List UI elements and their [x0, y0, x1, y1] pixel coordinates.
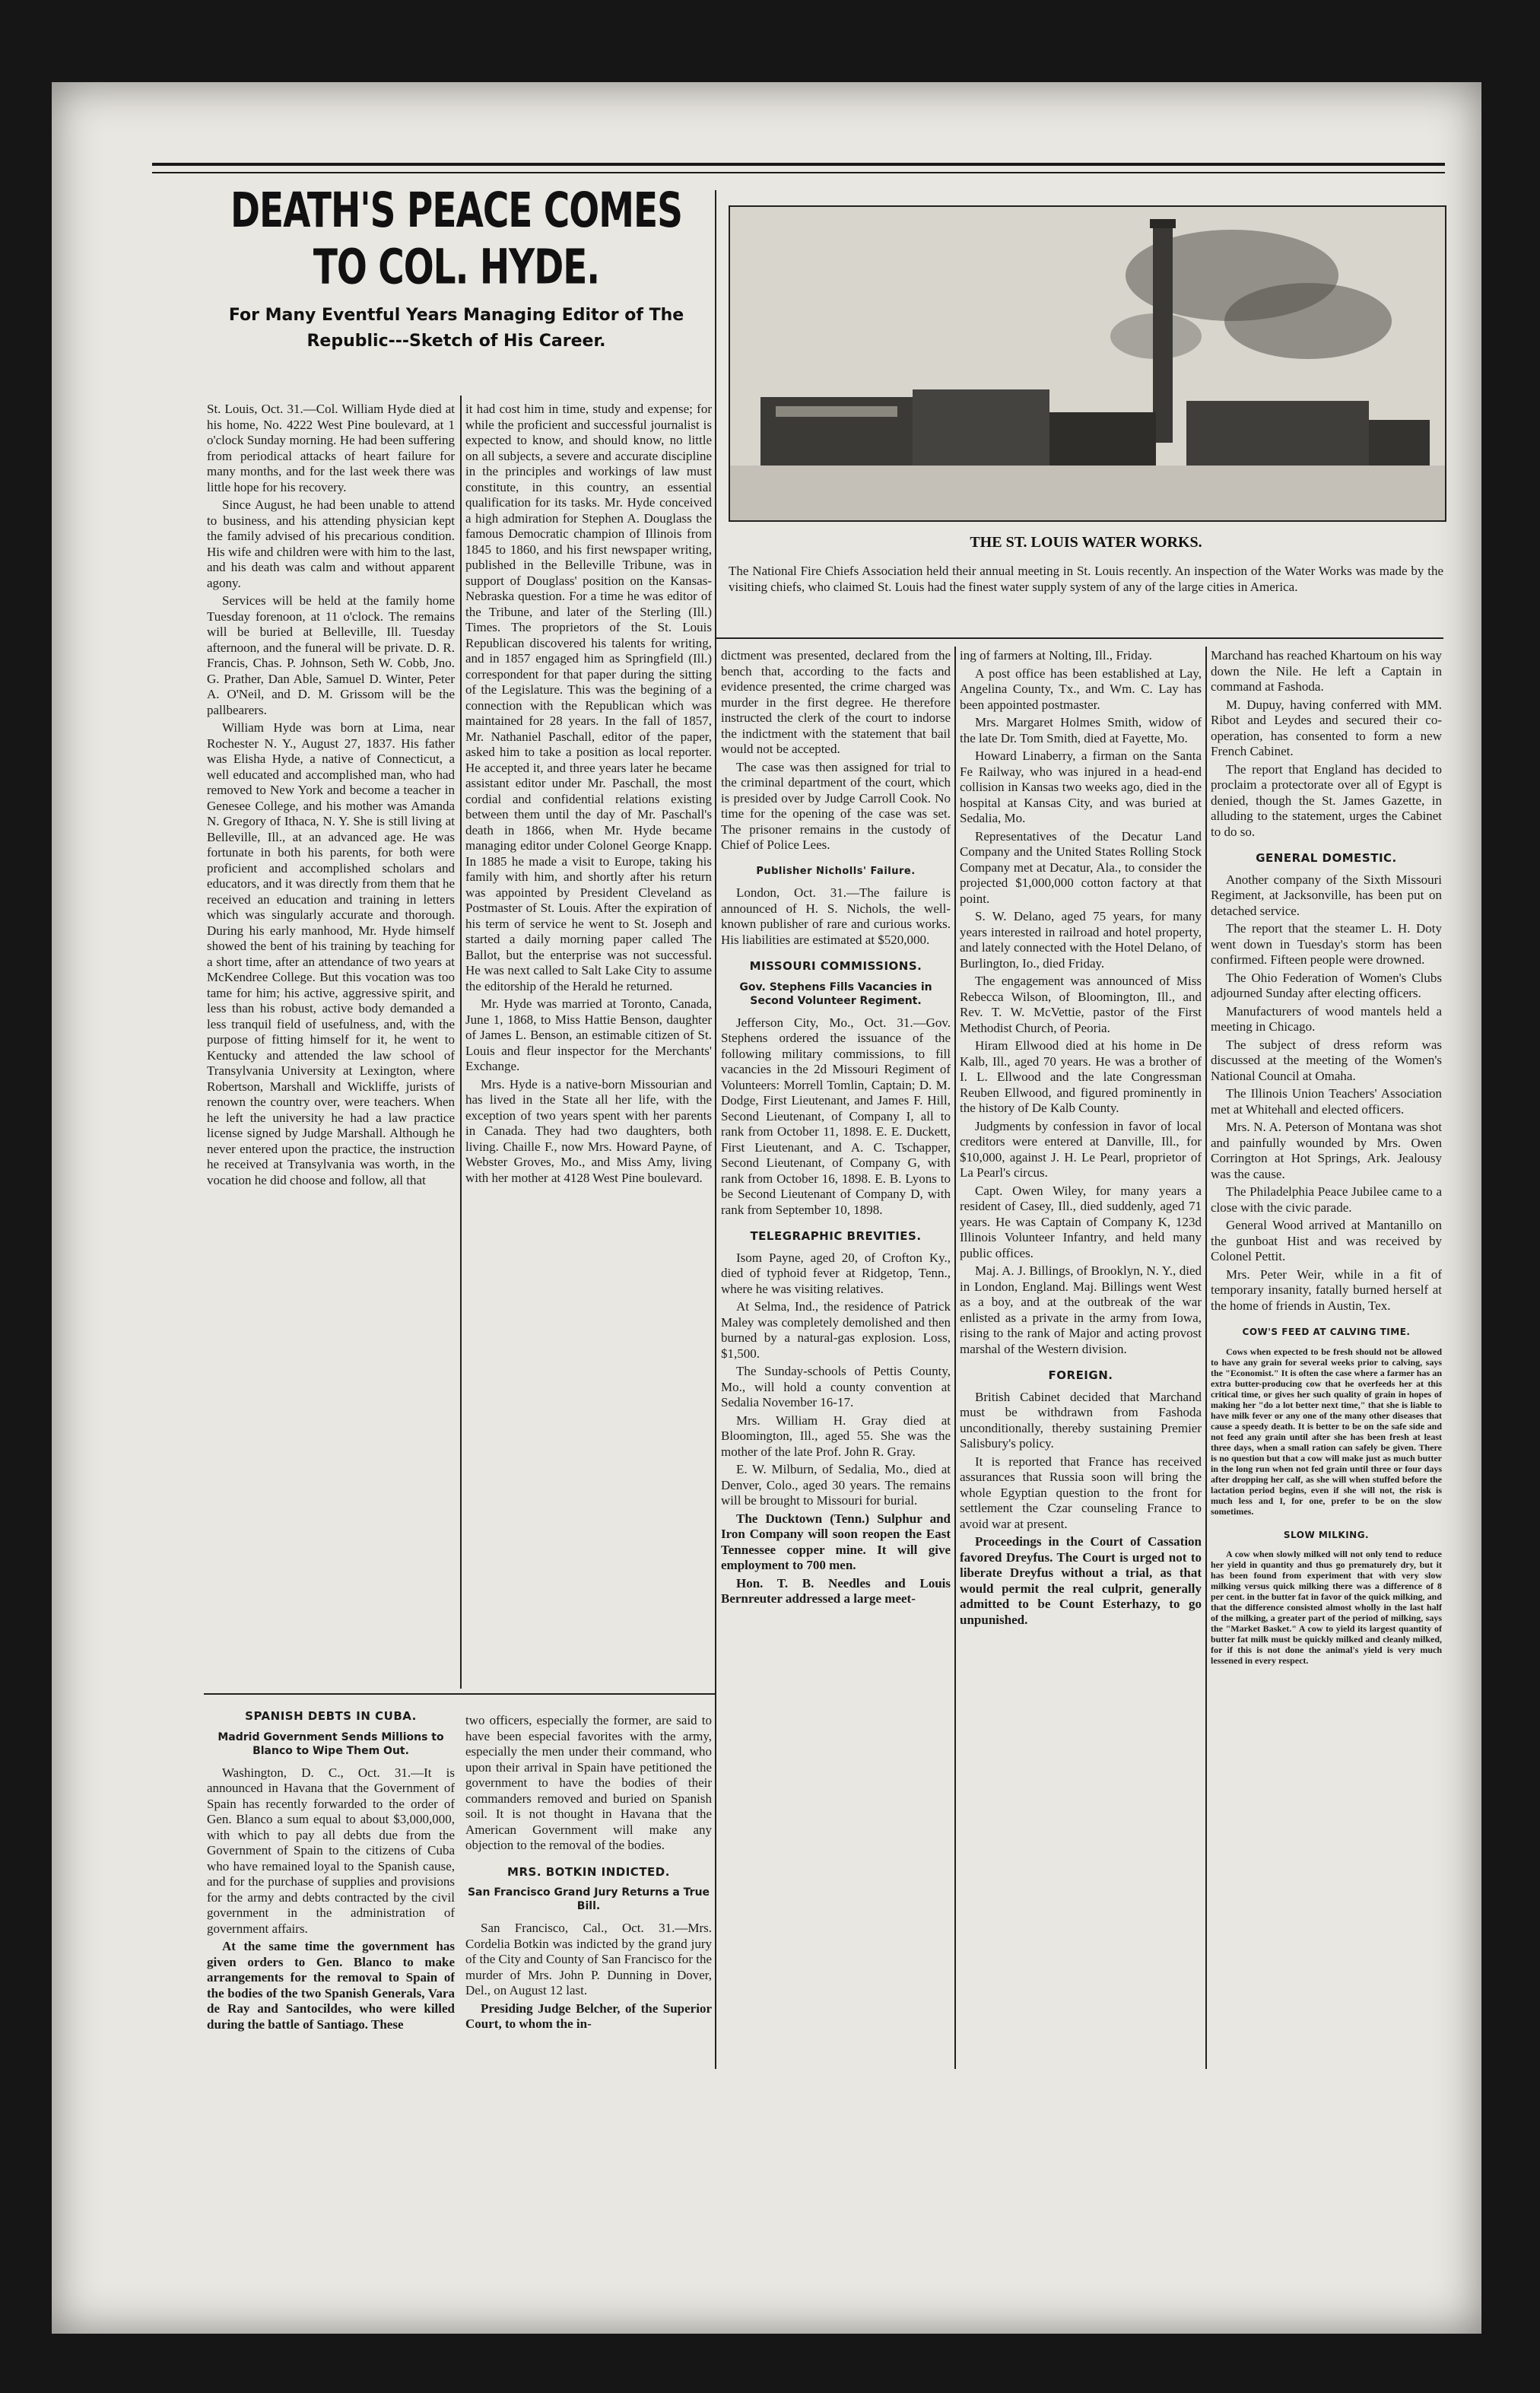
- section-title: SPANISH DEBTS IN CUBA.: [245, 1709, 417, 1723]
- section-title: Publisher Nicholls' Failure.: [756, 865, 916, 877]
- article-paragraph: Proceedings in the Court of Cassation favored Dreyfus. The Court is urged not to liberate Dreyfus without a trial, as that would permit the real culprit, generally admitted to be Count Esterhazy, to go unpunished.: [960, 1534, 1202, 1627]
- subhead: For Many Eventful Years Managing Editor of The Republic---Sketch of His Career.: [228, 306, 684, 351]
- article-paragraph: ing of farmers at Nolting, Ill., Friday.: [960, 648, 1152, 663]
- top-rule: [152, 163, 1445, 166]
- section-title: FOREIGN.: [1048, 1368, 1113, 1382]
- article-paragraph: Capt. Owen Wiley, for many years a resident of Casey, Ill., died suddenly, aged 71 years. He was Captain of Company K, 123d Illinois Volunteer Infantry, and held many public offices.: [960, 1183, 1202, 1260]
- article-paragraph: London, Oct. 31.—The failure is announced of H. S. Nichols, the well-known publisher of rare and curious works. His liabilities are estimated at $520,000.: [721, 885, 951, 947]
- section-title: GENERAL DOMESTIC.: [1256, 851, 1397, 865]
- column-rule: [1205, 647, 1207, 2069]
- article-paragraph: British Cabinet decided that Marchand must be withdrawn from Fashoda unconditionally, thereby sustaining Premier Salisbury's policy.: [960, 1389, 1202, 1451]
- section-title: COW'S FEED AT CALVING TIME.: [1242, 1327, 1411, 1337]
- article-paragraph: The report that England has decided to proclaim a protectorate over all of Egypt is denied, though the St. James Gazette, in alluding to the statement, urges the Cabinet to do so.: [1211, 761, 1442, 839]
- article-paragraph: The case was then assigned for trial to the criminal department of the court, which is presided over by Judge Carroll Cook. No time for the opening of the case was set. The prisoner remains in the custody of Chief of Police Lees.: [721, 759, 951, 852]
- column-rule: [460, 396, 462, 1689]
- article-paragraph: Cows when expected to be fresh should not be allowed to have any grain for several weeks prior to calving, says the "Economist." It is often the case where a farmer has an extra butter-producing cow that he overfeeds her at this critical time, or gives her such quality of grain in hopes of making her "do a lot better next time," that she is liable to have milk fever or any one of the many other diseases that cause a speedy death. It is better to be on the safe side and not feed any grain until after she has been fresh at least three days, when a small ration can safely be given. There is no question but that a cow will make just as much butter in the long run when not fed grain until three or four days after dropping her calf, as she will when stuffed before the lactation period begins, even if she will not, the risk is much less and I, for one, prefer to be on the slow sometimes.: [1211, 1346, 1442, 1517]
- article-paragraph: St. Louis, Oct. 31.—Col. William Hyde died at his home, No. 4222 West Pine boulevard, at 1 o'clock Sunday morning. He had been suffering from periodical attacks of heart failure for many months, and for the last week there was little hope for his recovery.: [207, 402, 455, 494]
- article-paragraph: The engagement was announced of Miss Rebecca Wilson, of Bloomington, Ill., and Rev. T. W. McVettie, pastor of the First Methodist Church, of Peoria.: [960, 974, 1202, 1035]
- column-rule: [715, 190, 716, 2069]
- article-paragraph: Another company of the Sixth Missouri Regiment, at Jacksonville, has been put on detached service.: [1211, 872, 1442, 918]
- article-paragraph: Mrs. William H. Gray died at Bloomington, Ill., aged 55. She was the mother of the late Prof. John R. Gray.: [721, 1413, 951, 1459]
- article-paragraph: dictment was presented, declared from the bench that, according to the facts and evidence presented, the crime charged was murder in the first degree. He therefore instructed the clerk of the court to indorse the indictment with the statement that bail would not be accepted.: [721, 648, 951, 756]
- hyde-column-2: [465, 402, 712, 1689]
- article-paragraph: The Sunday-schools of Pettis County, Mo., will hold a county convention at Sedalia November 16-17.: [721, 1364, 951, 1409]
- article-paragraph: Mrs. Margaret Holmes Smith, widow of the late Dr. Tom Smith, died at Fayette, Mo.: [960, 715, 1202, 745]
- article-paragraph: Services will be held at the family home Tuesday forenoon, at 11 o'clock. The remains will be buried at Belleville, Ill. Tuesday afternoon, and the funeral will be private. D. R. Francis, Chas. P. Johnson, Seth W. Cobb, Jno. G. Prather, Dan Able, Samuel D. Winter, Peter A. O'Neil, and D. M. Grissom will be the pallbearers.: [207, 593, 455, 717]
- article-paragraph: M. Dupuy, having conferred with MM. Ribot and Leydes and secured their co-operation, has consented to form a new French Cabinet.: [1211, 697, 1442, 758]
- article-paragraph: The Ohio Federation of Women's Clubs adjourned Sunday after electing officers.: [1211, 970, 1442, 1000]
- section-title: MRS. BOTKIN INDICTED.: [507, 1864, 670, 1879]
- article-paragraph: Since August, he had been unable to attend to business, and his attending physician kept the family advised of his precarious condition. His wife and children were with him to the last, and his death was calm and without apparent agony.: [207, 497, 455, 590]
- headline: DEATH'S PEACE COMES TO COL. HYDE.: [230, 183, 682, 296]
- top-rule-thin: [152, 172, 1445, 173]
- article-paragraph: Hiram Ellwood died at his home in De Kalb, Ill., aged 70 years. He was a brother of I. L. Ellwood and the late Congressman Reuben Ellwood, and figured prominently in the history of De Kalb County.: [960, 1038, 1202, 1115]
- hyde-column-1: [207, 402, 455, 1689]
- water-works-illustration: [730, 207, 1445, 520]
- column-rule: [954, 647, 956, 2069]
- photo-description: The National Fire Chiefs Association held their annual meeting in St. Louis recently. An inspection of the Water Works was made by the visiting chiefs, who claimed St. Louis had the finest water supply system of any of the large cities in America.: [729, 564, 1443, 594]
- article-paragraph: S. W. Delano, aged 75 years, for many years interested in railroad and hotel property, and lately connected with the Hotel Delano, of Burlington, Io., died Friday.: [960, 909, 1202, 971]
- article-paragraph: two officers, especially the former, are said to have been especial favorites with the army, especially the men under their command, who upon their arrival in Spain have petitioned the government to have the bodies of their commanders removed and buried on Spanish soil. It is not thought in Havana that the American Government will make any objection to the removal of the bodies.: [465, 1713, 712, 1852]
- article-paragraph: Presiding Judge Belcher, of the Superior Court, to whom the in-: [465, 2001, 712, 2031]
- article-paragraph: The Ducktown (Tenn.) Sulphur and Iron Company will soon reopen the East Tennessee copper mine. It will give employment to 700 men.: [721, 1511, 951, 1572]
- article-paragraph: At the same time the government has given orders to Gen. Blanco to make arrangements for the removal to Spain of the bodies of the two Spanish Generals, Vara de Ray and Santocildes, who were killed during the battle of Santiago. These: [207, 1939, 455, 2032]
- article-paragraph: At Selma, Ind., the residence of Patrick Maley was completely demolished and then burned by a natural-gas explosion. Loss, $1,500.: [721, 1299, 951, 1361]
- article-paragraph: E. W. Milburn, of Sedalia, Mo., died at Denver, Colo., aged 30 years. The remains will be brought to Missouri for burial.: [721, 1462, 951, 1508]
- article-paragraph: The subject of dress reform was discussed at the meeting of the Women's National Council at Omaha.: [1211, 1037, 1442, 1083]
- news-column-5: [1211, 648, 1442, 2162]
- article-paragraph: Judgments by confession in favor of local creditors were entered at Danville, Ill., for $10,000, against J. H. Le Pearl, proprietor of La Pearl's circus.: [960, 1118, 1202, 1180]
- article-paragraph: Jefferson City, Mo., Oct. 31.—Gov. Stephens ordered the issuance of the following military commissions, to fill vacancies in the 2d Missouri Regiment of Volunteers: Morrell Tomlin, Captain; D. M. Dodge, First Lieutenant, and James F. Hill, Second Lieutenant, of Company I, all to rank from October 11, 1898. E. E. Duckett, First Lieutenant, and A. C. Tschapper, Second Lieutenant, of Company G, with rank from October 16, 1898. E. B. Lyons to be Second Lieutenant of Company D, with rank from September 10, 1898.: [721, 1015, 951, 1217]
- water-works-photo: [729, 205, 1446, 522]
- article-paragraph: Representatives of the Decatur Land Company and the United States Rolling Stock Company met at Decatur, Ala., to consider the projected $1,000,000 cotton factory at that point.: [960, 828, 1202, 906]
- article-paragraph: Mrs. N. A. Peterson of Montana was shot and painfully wounded by Mrs. Owen Corrington at Hot Springs, Ark. Jealousy was the cause.: [1211, 1120, 1442, 1181]
- article-paragraph: General Wood arrived at Mantanillo on the gunboat Hist and was received by Colonel Pettit.: [1211, 1218, 1442, 1263]
- section-subtitle: Madrid Government Sends Millions to Blanco to Wipe Them Out.: [218, 1730, 444, 1757]
- botkin-column: [465, 1713, 712, 2162]
- section-subtitle: Gov. Stephens Fills Vacancies in Second Volunteer Regiment.: [739, 980, 932, 1007]
- article-paragraph: The Illinois Union Teachers' Association met at Whitehall and elected officers.: [1211, 1086, 1442, 1117]
- article-paragraph: Mrs. Peter Weir, while in a fit of temporary insanity, fatally burned herself at the home of friends in Austin, Tex.: [1211, 1266, 1442, 1313]
- article-paragraph: San Francisco, Cal., Oct. 31.—Mrs. Cordelia Botkin was indicted by the grand jury of the City and County of San Francisco for the murder of Mrs. John P. Dunning in Dover, Del., on August 12 last.: [465, 1921, 712, 1997]
- article-paragraph: William Hyde was born at Lima, near Rochester N. Y., August 27, 1837. His father was Elisha Hyde, a native of Connecticut, a well educated and accomplished man, who had removed to New York and become a teacher in Genesee College, and his mother was Amanda N. Gregory of Ithaca, N. Y. She is still living at Belleville, Ill., at an advanced age. He was fortunate in both his parents, for both were proficient and accomplished scholars and educators, and it was directly from them that he received an education and training in letters which was singularly accurate and thorough. During his early manhood, Mr. Hyde himself showed the bent of his training by teaching for a short time, after an attendance of two years at McKendree College. But this vocation was too tame for him; his active, aggressive spirit, and less than his robust, active body demanded a less tranquil field of usefulness, and, with the purpose of fitting himself for it, he went to Kentucky and attended the law school of Transylvania University at Lexington, where Robertson, Marshall and Wickliffe, jurists of renown the country over, were teachers. When he left the university he had a law practice license signed by Judge Marshall. Although he never entered upon the practice, the instruction he received at Transylvania was worth, in the vocation he did choose and follow, all that: [207, 720, 455, 1187]
- article-paragraph: Maj. A. J. Billings, of Brooklyn, N. Y., died in London, England. Maj. Billings went West as a boy, and at the outbreak of the war enlisted as a private in the army from Iowa, rising to the rank of Major and acting provost marshal of the Western division.: [960, 1263, 1202, 1356]
- article-paragraph: Mrs. Hyde is a native-born Missourian and has lived in the State all her life, with the exception of two years spent with her parents in Canada. They had two daughters, both living. Chaille F., now Mrs. Howard Payne, of Webster Groves, Mo., and Miss Amy, living with her mother at 4128 West Pine boulevard.: [465, 1076, 712, 1185]
- section-rule: [715, 637, 1443, 639]
- article-paragraph: Marchand has reached Khartoum on his way down the Nile. He left a Captain in command at Fashoda.: [1211, 648, 1442, 694]
- news-column-3: [721, 648, 951, 2162]
- article-paragraph: Isom Payne, aged 20, of Crofton Ky., died of typhoid fever at Ridgetop, Tenn., where he was visiting relatives.: [721, 1250, 951, 1296]
- article-paragraph: Mr. Hyde was married at Toronto, Canada, June 1, 1868, to Miss Hattie Benson, daughter of James L. Benson, an estimable citizen of St. Louis and fleur inspector for the Merchants' Exchange.: [465, 996, 712, 1073]
- article-paragraph: Manufacturers of wood mantels held a meeting in Chicago.: [1211, 1003, 1442, 1034]
- section-title: TELEGRAPHIC BREVITIES.: [750, 1229, 922, 1243]
- article-paragraph: The Philadelphia Peace Jubilee came to a close with the civic parade.: [1211, 1184, 1442, 1215]
- news-column-4: [960, 648, 1202, 2162]
- article-paragraph: A cow when slowly milked will not only tend to reduce her yield in quantity and thus go prematurely dry, but it has been found from experiment that with very slow milking versus quick milking there was a difference of 8 per cent. in the butter fat in favor of the quick milking, and that the difference consisted almost wholly in the last half of the milking, a greater part of the period of milking, says the "Market Basket." A cow to yield its largest quantity of butter fat milk must be quickly milked and cleanly milked, for if this is not done the animal's yield is very much lessened in every respect.: [1211, 1549, 1442, 1666]
- article-paragraph: Hon. T. B. Needles and Louis Bernreuter addressed a large meet-: [721, 1575, 951, 1606]
- section-subtitle: San Francisco Grand Jury Returns a True Bill.: [467, 1886, 710, 1912]
- section-rule: [204, 1693, 715, 1695]
- article-paragraph: It is reported that France has received assurances that Russia soon will bring the whole Egyptian question to the front for settlement the Czar counseling France to avoid war at present.: [960, 1454, 1202, 1531]
- spanish-column: [207, 1698, 455, 2162]
- article-paragraph: Howard Linaberry, a firman on the Santa Fe Railway, who was injured in a head-end collision in Kansas two weeks ago, died in the hospital at Kansas City, and was buried at Sedalia, Mo.: [960, 748, 1202, 825]
- section-title: SLOW MILKING.: [1283, 1529, 1370, 1540]
- article-paragraph: it had cost him in time, study and expense; for while the proficient and successful journalist is expected to know, and should know, no little on all subjects, a severe and accurate discipline in the principles and workings of law must constitute, in this country, an essential qualification for its tasks. Mr. Hyde conceived a high admiration for Stephen A. Douglass the famous Democratic champion of Illinois from 1845 to 1860, and his first newspaper writing, published in the Belleville Tribune, was in support of Douglass' position on the Kansas-Nebraska question. For a time he was editor of the Tribune, and later of the Sterling (Ill.) Times. The proprietors of the St. Louis Republican discovered his talents for writing, and in 1857 engaged him as Springfield (Ill.) correspondent for that paper during the sitting of the Legislature. This was the begining of a connection with the Republican which was maintained for 28 years. In the fall of 1857, Mr. Nathaniel Paschall, editor of the paper, asked him to take a position as local reporter. He accepted it, and three years later he became assistant editor under Mr. Paschall, the most cordial and confidential relations existing between them until the day of Mr. Paschall's death in 1866, when Mr. Hyde became managing editor under Colonel George Knapp. In 1885 he made a visit to Europe, taking his family with him, and shortly after his return was appointed by President Cleveland as Postmaster of St. Louis. After the expiration of his term of service he went to St. Joseph and started a daily morning paper called The Ballot, but the enterprise was not successful. He was next called to Salt Lake City to assume the editorship of the Herald he returned.: [465, 402, 712, 993]
- article-paragraph: A post office has been established at Lay, Angelina County, Tx., and Wm. C. Lay has been appointed postmaster.: [960, 666, 1202, 712]
- section-title: MISSOURI COMMISSIONS.: [749, 959, 922, 973]
- article-paragraph: Washington, D. C., Oct. 31.—It is announced in Havana that the Government of Spain has recently forwarded to the order of Gen. Blanco a sum equal to about $3,000,000, with which to pay all debts due from the Government of Spain to the citizens of Cuba who have remained loyal to the Spanish cause, and for the purchase of supplies and provisions for the army and debts contracted by the civil government in the administration of government affairs.: [207, 1765, 455, 1936]
- article-paragraph: The report that the steamer L. H. Doty went down in Tuesday's storm has been confirmed. Fifteen people were drowned.: [1211, 921, 1442, 967]
- photo-caption: THE ST. LOUIS WATER WORKS.: [970, 534, 1202, 551]
